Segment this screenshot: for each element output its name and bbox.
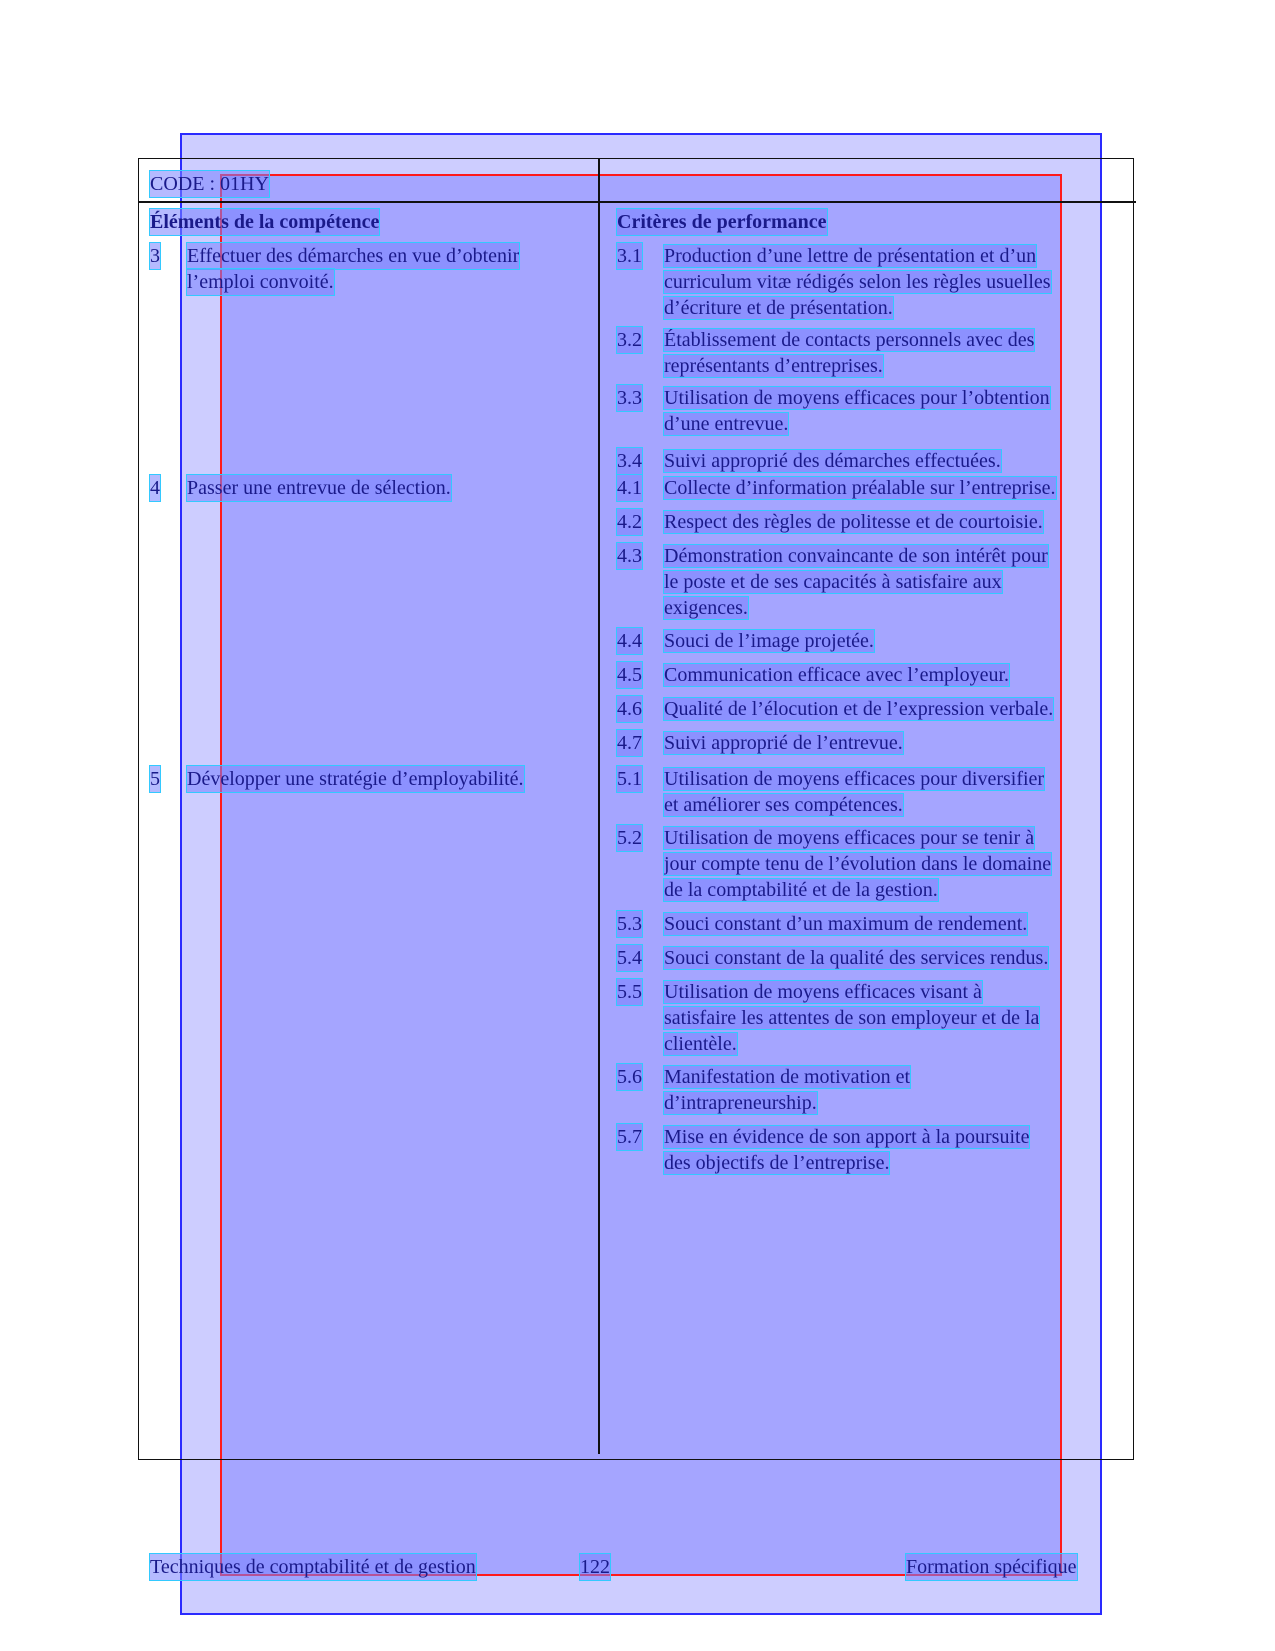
criterion-line: Utilisation de moyens efficaces pour se tenir à	[664, 827, 1035, 849]
criterion-line: exigences.	[664, 597, 748, 619]
criterion-text	[664, 509, 1104, 535]
footer-page-number: 122	[580, 1556, 610, 1578]
criterion-line: représentants d’entreprises.	[664, 355, 883, 377]
criterion-line: et améliorer ses compétences.	[664, 794, 903, 816]
criterion-line: satisfaire les attentes de son employeur et de la	[664, 1007, 1040, 1029]
criterion-line: Utilisation de moyens efficaces visant à	[664, 981, 982, 1003]
criterion-line: curriculum vitæ rédigés selon les règles usuelles	[664, 271, 1051, 293]
criterion-number: 4.3	[617, 545, 642, 567]
criterion-line: clientèle.	[664, 1033, 737, 1055]
element-number: 4	[150, 477, 160, 499]
criterion-text	[664, 945, 1104, 971]
criterion-line: jour compte tenu de l’évolution dans le domaine	[664, 853, 1052, 875]
criterion-line: des objectifs de l’entreprise.	[664, 1152, 890, 1174]
criterion-text	[664, 979, 1104, 1057]
criterion-number: 5.1	[617, 768, 642, 790]
footer-section-title: Formation spécifique	[906, 1556, 1077, 1578]
criterion-line: Utilisation de moyens efficaces pour l’obtention	[664, 387, 1050, 409]
competence-code: CODE : 01HY	[150, 173, 269, 195]
criterion-text	[664, 662, 1104, 688]
criterion-text	[664, 825, 1104, 903]
criterion-number: 3.2	[617, 329, 642, 351]
column-title-criteria: Critères de performance	[617, 211, 827, 233]
criterion-number: 5.2	[617, 827, 642, 849]
criterion-number: 4.7	[617, 732, 642, 754]
element-text: Développer une stratégie d’employabilité.	[187, 768, 524, 790]
criterion-text	[664, 1064, 1104, 1116]
criterion-number: 4.6	[617, 698, 642, 720]
criterion-line: Manifestation de motivation et	[664, 1066, 911, 1088]
criterion-number: 4.1	[617, 477, 642, 499]
element-text: Passer une entrevue de sélection.	[187, 477, 451, 499]
criterion-line: Suivi approprié de l’entrevue.	[664, 732, 903, 754]
criterion-number: 4.4	[617, 630, 642, 652]
criterion-line: Production d’une lettre de présentation et d’un	[664, 245, 1037, 267]
criterion-text	[664, 696, 1104, 722]
criterion-line: d’intrapreneurship.	[664, 1092, 817, 1114]
criterion-text	[664, 911, 1104, 937]
criterion-line: Utilisation de moyens efficaces pour diversifier	[664, 768, 1045, 790]
criterion-line: Suivi approprié des démarches effectuées.	[664, 450, 1001, 472]
element-number: 5	[150, 768, 160, 790]
column-title-elements: Éléments de la compétence	[150, 211, 380, 233]
criterion-number: 5.6	[617, 1066, 642, 1088]
criterion-line: Qualité de l’élocution et de l’expression verbale.	[664, 698, 1054, 720]
criterion-text	[664, 766, 1104, 818]
criterion-number: 5.4	[617, 947, 642, 969]
criterion-line: Respect des règles de politesse et de courtoisie.	[664, 511, 1043, 533]
criterion-text	[664, 327, 1104, 379]
criterion-text	[664, 243, 1104, 321]
criterion-line: Démonstration convaincante de son intérêt pour	[664, 545, 1048, 567]
criterion-line: Souci constant de la qualité des services rendus.	[664, 947, 1049, 969]
header-divider	[138, 201, 1136, 203]
criterion-line: Souci de l’image projetée.	[664, 630, 874, 652]
criterion-line: Collecte d’information préalable sur l’entreprise.	[664, 477, 1056, 499]
criterion-number: 3.3	[617, 387, 642, 409]
criterion-line: Établissement de contacts personnels avec des	[664, 329, 1035, 351]
footer-program-title: Techniques de comptabilité et de gestion	[150, 1556, 476, 1578]
criterion-text	[664, 543, 1104, 621]
criterion-number: 5.7	[617, 1126, 642, 1148]
column-divider	[598, 158, 600, 1454]
criterion-text	[664, 448, 1104, 474]
criterion-number: 3.1	[617, 245, 642, 267]
criterion-line: Souci constant d’un maximum de rendement.	[664, 913, 1028, 935]
criterion-text	[664, 1124, 1104, 1176]
element-text: l’emploi convoité.	[187, 271, 334, 293]
element-text: Effectuer des démarches en vue d’obtenir	[187, 245, 520, 267]
criterion-line: Mise en évidence de son apport à la poursuite	[664, 1126, 1030, 1148]
criterion-line: de la comptabilité et de la gestion.	[664, 879, 938, 901]
criterion-line: d’une entrevue.	[664, 413, 789, 435]
element-number: 3	[150, 245, 160, 267]
criterion-line: d’écriture et de présentation.	[664, 297, 893, 319]
criterion-number: 5.3	[617, 913, 642, 935]
criterion-text	[664, 628, 1104, 654]
criterion-text	[664, 475, 1104, 501]
criterion-line: le poste et de ses capacités à satisfaire aux	[664, 571, 1002, 593]
criterion-number: 3.4	[617, 450, 642, 472]
criterion-text	[664, 385, 1104, 437]
criterion-number: 4.5	[617, 664, 642, 686]
criterion-text	[664, 730, 1104, 756]
criterion-number: 5.5	[617, 981, 642, 1003]
criterion-line: Communication efficace avec l’employeur.	[664, 664, 1010, 686]
criterion-number: 4.2	[617, 511, 642, 533]
